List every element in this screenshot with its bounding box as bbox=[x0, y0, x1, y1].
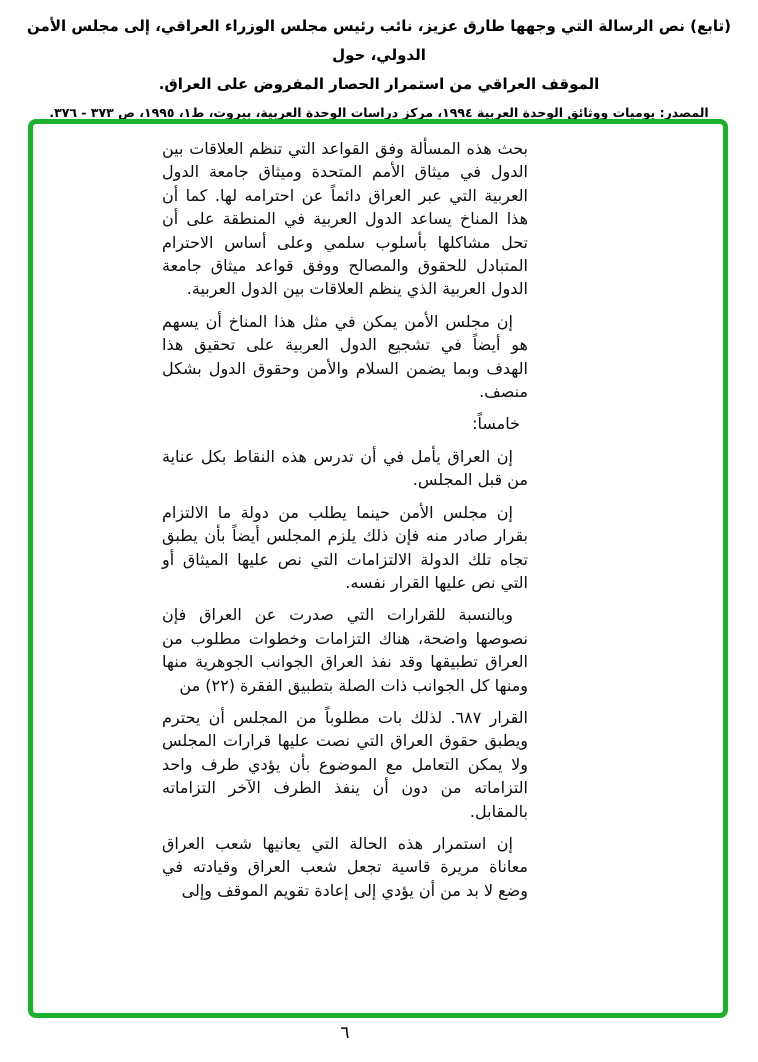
section-heading-fifth: خامساً: bbox=[472, 414, 520, 434]
document-header bbox=[10, 12, 748, 126]
header-source-citation: المصدر: يوميات ووثائق الوحدة العربية ١٩٩٤، مركز دراسات الوحدة العربية، بيروت، ط١، ١٩٩٥، ص ٣٧٣ - ٣٧٦. bbox=[49, 105, 709, 120]
header-title-line-2: الموقف العراقي من استمرار الحصار المفروض على العراق. bbox=[158, 75, 600, 93]
paragraph-continuation-1: بحث هذه المسألة وفق القواعد التي تنظم العلاقات بين الدول في ميثاق الأمم المتحدة وميثاق جامعة الدول العربية التي عبر العراق دائماً عن احترامه لها. كما أن هذا المناخ يساعد الدول العربية في المنطقة على أن تحل مشاكلها بأسلوب سلمي وعلى أساس الاحترام المتبادل للحقوق والمصالح ووفق قواعد ميثاق جامعة الدول العربية الذي ينظم العلاقات بين الدول العربية. bbox=[162, 139, 528, 299]
document-body bbox=[162, 137, 528, 911]
paragraph-council-obligations: إن مجلس الأمن حينما يطلب من دولة ما الالتزام بقرار صادر منه فإن ذلك يلزم المجلس أيضاً بأن يطبق تجاه تلك الدولة الالتزامات التي نص عليها الميثاق أو التي نص عليها القرار نفسه. bbox=[162, 502, 528, 592]
paragraph-iraq-hopes: إن العراق يأمل في أن تدرس هذه النقاط بكل عناية من قبل المجلس. bbox=[162, 446, 528, 490]
paragraph-security-council-climate: إن مجلس الأمن يمكن في مثل هذا المناخ أن يسهم هو أيضاً في تشجيع الدول العربية على تحقيق هذا الهدف وبما يضمن السلام والأمن وحقوق الدول بشكل منصف. bbox=[162, 311, 528, 402]
paragraph-resolution-687: القرار ٦٨٧. لذلك بات مطلوباً من المجلس أن يحترم ويطبق حقوق العراق التي نصت عليها قرارات المجلس ولا يمكن التعامل مع الموضوع بأن يؤدي طرف واحد التزاماته من دون أن ينفذ الطرف الآخر التزاماته بالمقابل. bbox=[162, 707, 529, 821]
page-number: ٦ bbox=[340, 1023, 350, 1043]
paragraph-resolutions-on-iraq: وبالنسبة للقرارات التي صدرت عن العراق فإن نصوصها واضحة، هناك التزامات وخطوات مطلوب من العراق تطبيقها وقد نفذ العراق الجوانب الجوهرية منها ومنها كل الجوانب ذات الصلة بتطبيق الفقرة (٢٢) من bbox=[162, 605, 528, 695]
header-title-line-1: (تابع) نص الرسالة التي وجهها طارق عزيز، نائب رئيس مجلس الوزراء العراقي، إلى مجلس الأمن الدولي، حول bbox=[27, 17, 731, 64]
paragraph-continuing-situation: إن استمرار هذه الحالة التي يعانيها شعب العراق معاناة مريرة قاسية تجعل شعب العراق وقيادته في وضع لا بد من أن يؤدي إلى إعادة تقويم الموقف وإلى bbox=[162, 833, 528, 900]
